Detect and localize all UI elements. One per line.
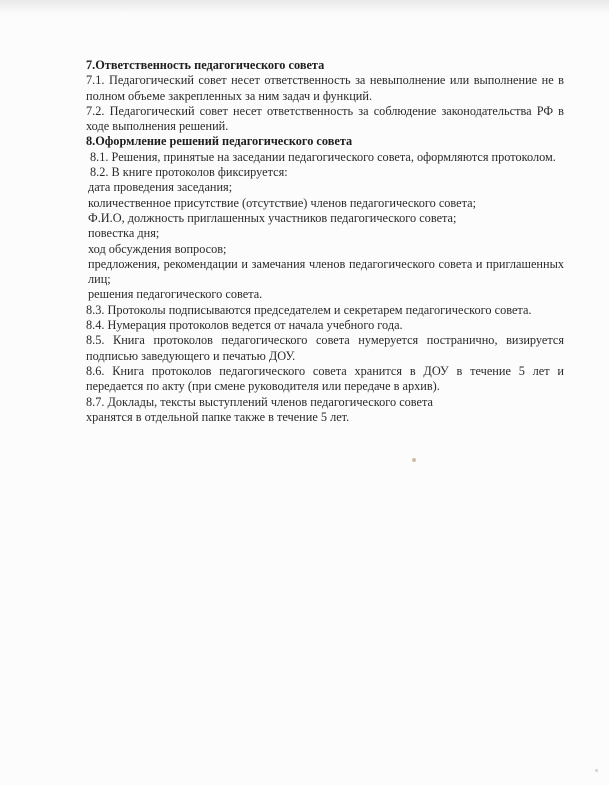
- list-item-discussion: ход обсуждения вопросов;: [88, 241, 227, 256]
- paragraph-8-7-line-1: 8.7. Доклады, тексты выступлений членов педагогического совета: [86, 394, 433, 409]
- paragraph-8-1: 8.1. Решения, принятые на заседании педагогического совета, оформляются протоколом.: [90, 149, 556, 164]
- paragraph-8-3: 8.3. Протоколы подписываются председателем и секретарем педагогического совета.: [86, 302, 532, 317]
- scan-speck: [595, 769, 598, 772]
- list-item-decisions: решения педагогического совета.: [88, 287, 263, 302]
- scan-speck: [412, 458, 416, 462]
- document-body: [86, 58, 564, 425]
- paragraph-7-1: 7.1. Педагогический совет несет ответственность за невыполнение или выполнение не в полном объеме закрепленных за ним задач и функций.: [86, 73, 564, 103]
- paragraph-7-2: 7.2. Педагогический совет несет ответственность за соблюдение законодательства РФ в ходе выполнения решений.: [86, 103, 564, 134]
- scan-fold-shadow: [0, 0, 609, 14]
- paragraph-8-6: 8.6. Книга протоколов педагогического совета хранится в ДОУ в течение 5 лет и передается по акту (при смене руководителя или передаче в архив).: [86, 363, 564, 394]
- section-8-heading: 8.Оформление решений педагогического совета: [86, 134, 353, 149]
- section-7-heading: 7.Ответственность педагогического совета: [86, 58, 325, 72]
- list-item-agenda: повестка дня;: [88, 226, 160, 241]
- paragraph-8-5: 8.5. Книга протоколов педагогического совета нумеруется постранично, визируется подписью заведующего и печатью ДОУ.: [86, 333, 564, 363]
- list-item-attendance: количественное присутствие (отсутствие) членов педагогического совета;: [88, 195, 477, 210]
- paragraph-8-4: 8.4. Нумерация протоколов ведется от начала учебного года.: [86, 318, 403, 333]
- paragraph-8-7-line-2: хранятся в отдельной папке также в течение 5 лет.: [86, 409, 350, 424]
- paragraph-8-2-intro: 8.2. В книге протоколов фиксируется:: [90, 165, 288, 180]
- list-item-date: дата проведения заседания;: [88, 180, 233, 195]
- list-item-invited: Ф.И.О, должность приглашенных участников педагогического совета;: [88, 210, 457, 225]
- list-item-proposals: предложения, рекомендации и замечания членов педагогического совета и приглашенных лиц;: [88, 256, 564, 287]
